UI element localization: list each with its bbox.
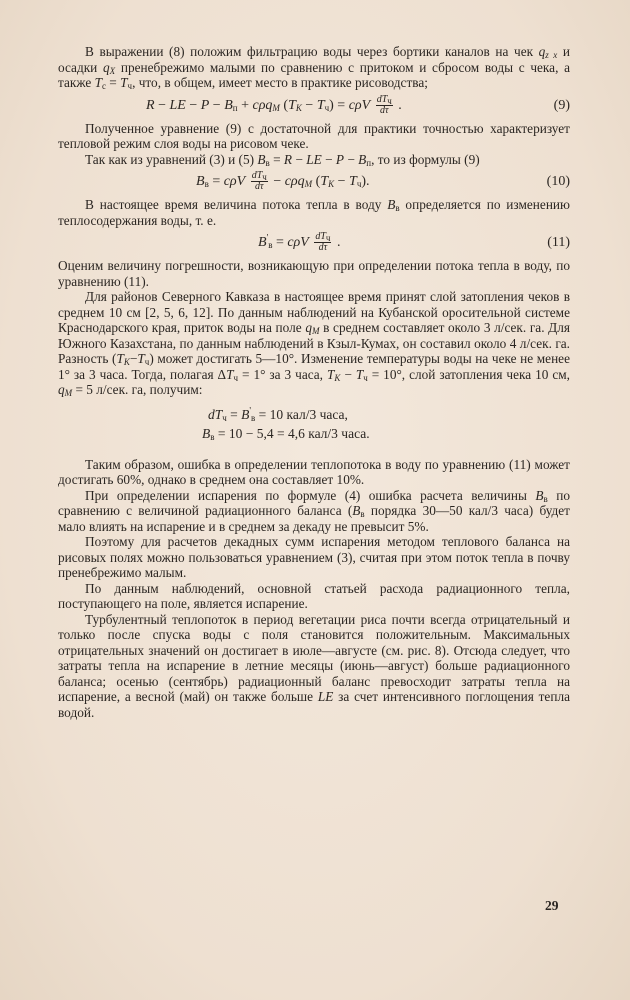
equation-10-number: (10) bbox=[546, 174, 570, 189]
paragraph-10: По данным наблюдений, основной статьей расхода радиационного тепла, поступающего на поле, является испарение. bbox=[58, 580, 570, 611]
paragraph-7: Таким образом, ошибка в определении теплопотока в воду по уравнению (11) может достигать 60%, однако в среднем она составляет 10%. bbox=[58, 456, 570, 487]
paragraph-4: В настоящее время величина потока тепла в воду $B_в$ определяется по изменению теплосодержания воды, т. е. bbox=[58, 197, 570, 228]
paragraph-1: В выражении (8) положим фильтрацию воды через бортики каналов на чек $q_{z x}$ и осадки $q_X$ пренебрежимо малыми по сравнению с притоком и сбросом воды с чека, а также $T_с = T_ч$, что, в общем, имеет место в практике рисоводства; bbox=[58, 44, 570, 91]
page-number: 29 bbox=[545, 898, 559, 913]
equation-9: R − LE − $P - B_п + c\rho q_M$ $(T_K - T_ч) = c\rho V$ $\frac{dT_ч}{d\tau}$ . (9) bbox=[58, 91, 570, 121]
paragraph-8: При определении испарения по формуле (4) ошибка расчета величины $B_в$ по сравнению с величиной радиационного баланса ($B_в$ порядка 30—50 кал/3 часа) будет мало влиять на испарение и в среднем за декаду не превысит 5%. bbox=[58, 487, 570, 534]
paragraph-9: Поэтому для расчетов декадных сумм испарения методом теплового баланса на рисовых полях можно пользоваться уравнением (3), считая при этом поток тепла в почву пренебрежимо малым. bbox=[58, 534, 570, 580]
paragraph-6: Для районов Северного Кавказа в настоящее время принят слой затопления чеков в среднем 10 см [2, 5, 6, 12]. По данным наблюдений на Кубанской оросительной системе Краснодарского края, приток воды на поле $q_M$ в среднем составляет около 3 л/сек. га. Для Южного Казахстана, по данным наблюдений в Кзыл-Кумах, он составил около 4 л/сек. га. Разность $(T_K-T_ч)$ может достигать 5—10°. Изменение температуры воды на чеке не менее 1° за 3 часа. Тогда, полагая $\Delta T_ч = 1^\circ$ за 3 часа, $T_K - T_ч = 10^\circ$, слой затопления чека 10 см, $q_M = 5$ л/сек. га, получим: bbox=[58, 289, 571, 398]
paragraph-5: Оценим величину погрешности, возникающую при определении потока тепла в воду, по уравнению (11). bbox=[58, 258, 570, 289]
equation-9-number: (9) bbox=[553, 97, 570, 113]
page-text bbox=[58, 44, 570, 720]
paragraph-11: Турбулентный теплопоток в период вегетации риса почти всегда отрицательный и только после спуска воды с поля становится положительным. Максимальных отрицательных значений он достигает в июле—августе (см. рис. 8). Отсюда следует, что затраты тепла на испарение в летние месяцы (июнь—август) больше радиационного баланса; осенью (сентябрь) радиационный баланс превосходит затраты тепла на испарение, а весной (май) он также больше LE за счет интенсивного поглощения тепла водой. bbox=[58, 611, 570, 720]
equation-10: $B_в = c\rho V$ $\frac{dT_ч}{d\tau}$ − cρq$_M$ $(T_K - T_ч)$. (10) bbox=[58, 167, 570, 197]
calculation-line-1: $dT_ч = B'_в = 10$ кал/3 часа, bbox=[208, 405, 348, 423]
equation-11: $B'_в = c\rho V$ $\frac{dT_ч}{d\tau}$ . (11) bbox=[58, 228, 570, 258]
calculation-line-2: $B_в = 10 - 5,4 = 4,6$ кал/3 часа. bbox=[202, 425, 370, 442]
paragraph-3: Так как из уравнений (3) и (5) $B_в = R$ − LE − $P - B_п$, то из формулы (9) bbox=[85, 151, 480, 168]
paragraph-2: Полученное уравнение (9) с достаточной для практики точностью характеризует тепловой режим слоя воды на рисовом чеке. bbox=[58, 120, 570, 151]
equation-11-number: (11) bbox=[547, 235, 570, 250]
